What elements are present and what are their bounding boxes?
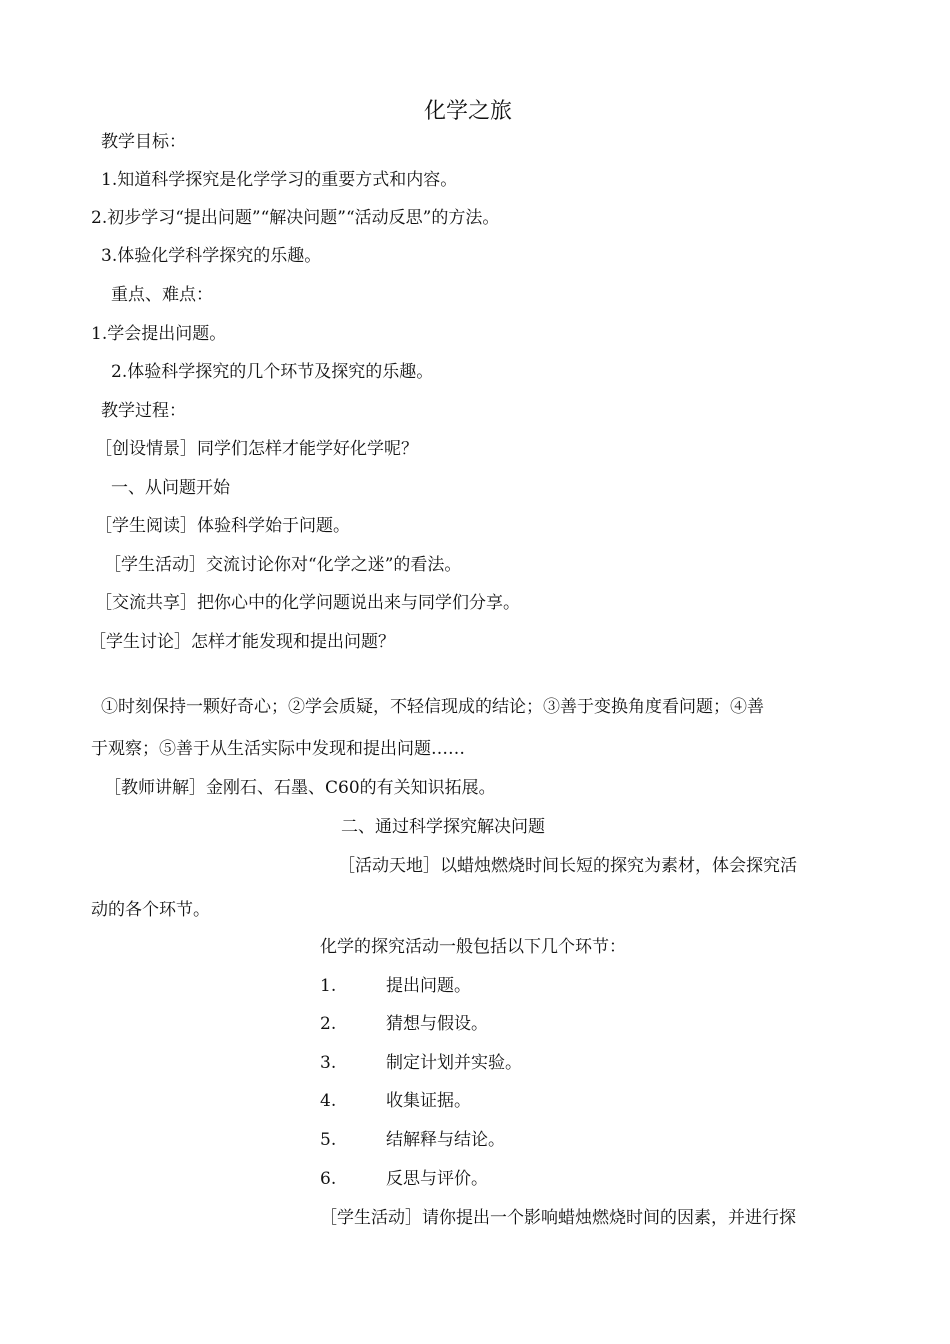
key-point-item: 2.体验科学探究的几个环节及探究的乐趣。 [111, 362, 434, 382]
step-text: 提出问题。 [386, 976, 471, 996]
step-item [320, 1168, 488, 1190]
step-number: 6. [320, 1169, 337, 1189]
step-item [320, 1013, 488, 1035]
step-number: 3. [320, 1053, 337, 1073]
process-heading: 教学过程： [101, 401, 186, 421]
answer-line: ①时刻保持一颗好奇心；②学会质疑，不轻信现成的结论；③善于变换角度看问题；④善 [101, 697, 764, 717]
student-activity-paragraph: ［学生活动］交流讨论你对“化学之迷”的看法。 [104, 555, 462, 575]
activity-world-paragraph: 动的各个环节。 [91, 900, 210, 920]
step-item [320, 1052, 522, 1074]
key-point-item: 1.学会提出问题。 [91, 324, 227, 344]
step-item [320, 975, 471, 997]
situation-paragraph: ［创设情景］同学们怎样才能学好化学呢？ [95, 439, 418, 459]
sharing-paragraph: ［交流共享］把你心中的化学问题说出来与同学们分享。 [95, 593, 520, 613]
step-item [320, 1090, 471, 1112]
teacher-explain-paragraph: ［教师讲解］金刚石、石墨、C60的有关知识拓展。 [104, 778, 496, 798]
activity-world-paragraph: ［活动天地］以蜡烛燃烧时间长短的探究为素材，体会探究活 [338, 856, 797, 876]
student-activity-paragraph: ［学生活动］请你提出一个影响蜡烛燃烧时间的因素，并进行探 [320, 1208, 796, 1228]
step-number: 1. [320, 976, 337, 996]
step-number: 4. [320, 1091, 337, 1111]
step-item [320, 1129, 505, 1151]
goal-item: 2.初步学习“提出问题”“解决问题”“活动反思”的方法。 [91, 208, 500, 228]
goal-item: 1.知道科学探究是化学学习的重要方式和内容。 [101, 170, 458, 190]
steps-intro: 化学的探究活动一般包括以下几个环节： [320, 937, 626, 957]
section2-heading: 二、通过科学探究解决问题 [341, 817, 545, 837]
step-text: 结解释与结论。 [386, 1130, 505, 1150]
step-text: 制定计划并实验。 [386, 1053, 522, 1073]
step-text: 猜想与假设。 [386, 1014, 488, 1034]
goals-heading: 教学目标： [101, 132, 186, 152]
key-points-heading: 重点、难点： [111, 285, 213, 305]
discussion-paragraph: ［学生讨论］怎样才能发现和提出问题？ [89, 632, 395, 652]
document-title: 化学之旅 [424, 99, 513, 124]
step-text: 收集证据。 [386, 1091, 471, 1111]
step-text: 反思与评价。 [386, 1169, 488, 1189]
answer-line: 于观察；⑤善于从生活实际中发现和提出问题…… [91, 739, 465, 759]
goal-item: 3.体验化学科学探究的乐趣。 [101, 246, 322, 266]
student-reading-paragraph: ［学生阅读］体验科学始于问题。 [95, 516, 350, 536]
section1-heading: 一、从问题开始 [111, 478, 230, 498]
step-number: 5. [320, 1130, 337, 1150]
step-number: 2. [320, 1014, 337, 1034]
